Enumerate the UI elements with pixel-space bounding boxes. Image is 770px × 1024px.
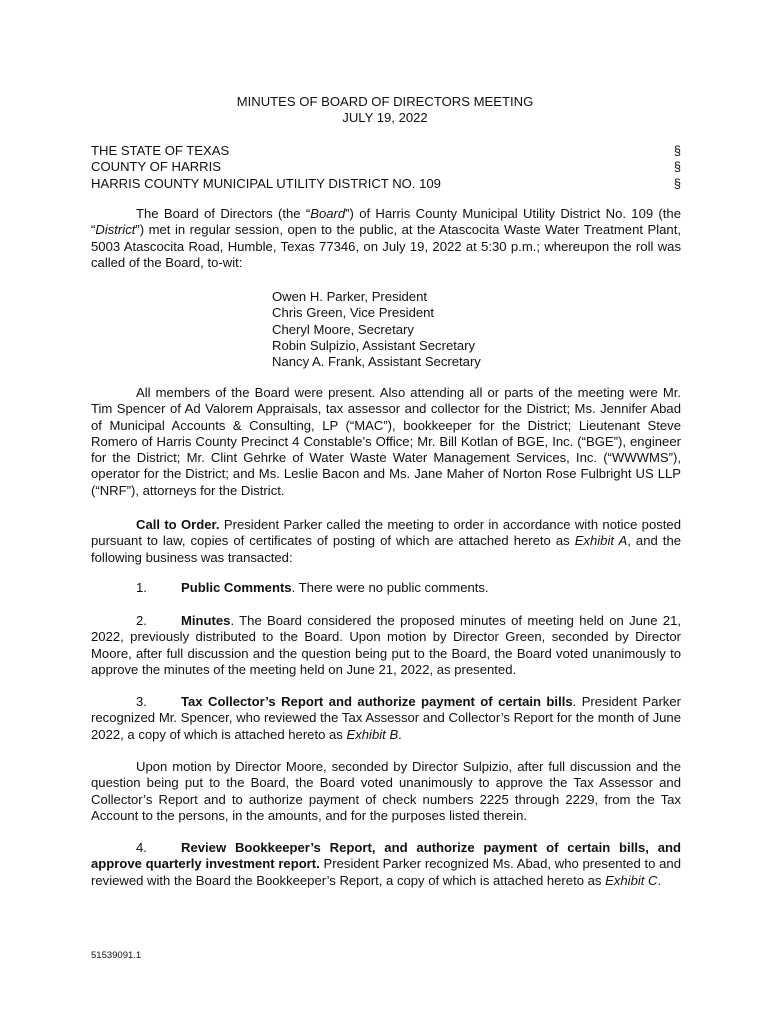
item-tax-collector-report: 3. Tax Collector’s Report and authorize payment of certain bills. President Parker recognized Mr. Spencer, who reviewed the Tax Assessor and Collector’s Report for the month of June 2022, a copy of which is attached hereto as Exhibit B.	[91, 694, 682, 742]
item-minutes: 2. Minutes. The Board considered the proposed minutes of meeting held on June 21, 2022, previously distributed to the Board. Upon motion by Director Green, seconded by Director Moore, after full discussion and the question being put to the Board, the Board voted unanimously to approve the minutes of the meeting held on June 21, 2022, as presented.	[91, 613, 681, 677]
meeting-date: JULY 19, 2022	[342, 110, 428, 125]
call-to-order-paragraph: Call to Order. President Parker called the meeting to order in accordance with notice posted pursuant to law, copies of certificates of posting of which are attached hereto as Exhibit A, and the following business was transacted:	[91, 517, 682, 565]
caption-row	[91, 143, 681, 159]
caption-line: HARRIS COUNTY MUNICIPAL UTILITY DISTRICT NO. 109	[91, 175, 441, 191]
board-member: Owen H. Parker, President	[272, 289, 428, 304]
document-id-footer: 51539091.1	[91, 950, 142, 961]
caption-row	[91, 176, 681, 192]
attendance-paragraph: All members of the Board were present. Also attending all or parts of the meeting were Mr. Tim Spencer of Ad Valorem Appraisals, tax assessor and collector for the District; Ms. Jennifer Abad of Municipal Accounts & Consulting, LP (“MAC”), bookkeeper for the District; Lieutenant Steve Romero of Harris County Precinct 4 Constable’s Office; Mr. Bill Kotlan of BGE, Inc. (“BGE”), engineer for the District; Mr. Clint Gehrke of Water Waste Water Management Services, Inc. (“WWWMS”), operator for the District; and Ms. Leslie Bacon and Ms. Jane Maher of Norton Rose Fulbright US LLP (“NRF”), attorneys for the District.	[91, 385, 681, 498]
board-member: Robin Sulpizio, Assistant Secretary	[272, 337, 476, 353]
caption-line: THE STATE OF TEXAS	[91, 143, 230, 158]
caption-row	[91, 159, 681, 175]
board-member: Cheryl Moore, Secretary	[272, 321, 414, 337]
item-bookkeeper-report: 4. Review Bookkeeper’s Report, and authorize payment of certain bills, and approve quarterly investment report. President Parker recognized Ms. Abad, who presented to and reviewed with the Board the Bookkeeper’s Report, a copy of which is attached hereto as Exhibit C.	[91, 840, 681, 888]
board-member: Nancy A. Frank, Assistant Secretary	[272, 354, 481, 370]
section-symbol: §	[673, 159, 681, 175]
exhibit-c-ref: Exhibit C	[605, 872, 658, 888]
section-symbol: §	[673, 175, 681, 191]
caption-line: COUNTY OF HARRIS	[91, 159, 221, 175]
board-member: Chris Green, Vice President	[272, 305, 435, 321]
document-title: MINUTES OF BOARD OF DIRECTORS MEETING	[236, 94, 534, 109]
item-public-comments: 1. Public Comments. There were no public comments.	[136, 580, 489, 595]
exhibit-b-ref: Exhibit B	[346, 726, 399, 742]
caption-block	[91, 143, 681, 192]
roll-call-list	[272, 289, 692, 370]
section-symbol: §	[673, 143, 681, 158]
call-to-order-heading: Call to Order.	[136, 517, 220, 532]
intro-paragraph: The Board of Directors (the “Board”) of Harris County Municipal Utility District No. 109 (the “District”) met in regular session, open to the public, at the Atascocita Waste Water Treatment Plant, 5003 Atascocita Road, Humble, Texas 77346, on July 19, 2022 at 5:30 p.m.; whereupon the roll was called of the Board, to-wit:	[91, 206, 681, 270]
tax-motion-paragraph: Upon motion by Director Moore, seconded by Director Sulpizio, after full discussion and the question being put to the Board, the Board voted unanimously to approve the Tax Assessor and Collector’s Report and to authorize payment of check numbers 2225 through 2229, from the Tax Account to the persons, in the amounts, and for the purposes listed therein.	[91, 759, 681, 823]
exhibit-a-ref: Exhibit A	[574, 533, 628, 549]
